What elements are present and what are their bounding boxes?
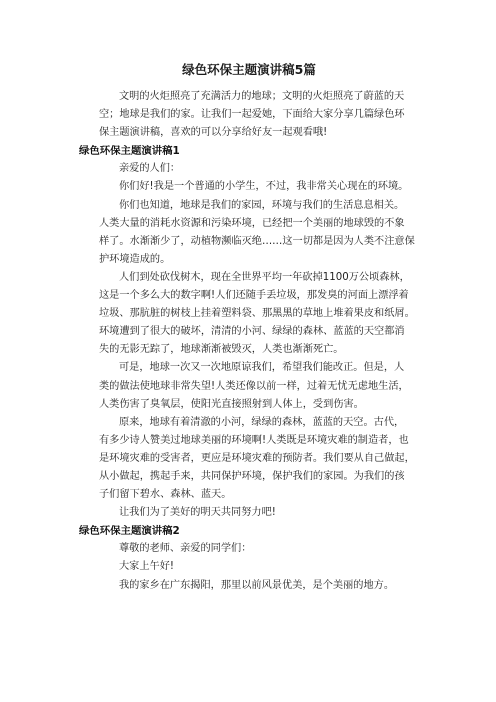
text-line: 尊敬的老师、亲爱的同学们： bbox=[119, 543, 252, 555]
text-line: 人类大量的消耗水资源和污染环境，已经把一个美丽的地球毁的不象 bbox=[99, 217, 405, 229]
body-paragraph bbox=[79, 197, 419, 269]
section-heading-1: 绿色环保主题演讲稿1 bbox=[79, 145, 180, 158]
text-line: 亲爱的人们： bbox=[119, 163, 181, 175]
salutation-paragraph bbox=[79, 160, 419, 178]
text-line: 保主题演讲稿，喜欢的可以分享给好友一起观看哦! bbox=[99, 127, 328, 139]
greeting-paragraph bbox=[79, 178, 419, 196]
text-line: 你们好!我是一个普通的小学生，不过，我非常关心现在的环境。 bbox=[119, 181, 409, 193]
text-line: 垃圾、那肮脏的树枝上挂着塑料袋、那黑黑的草地上堆着果皮和纸屑。 bbox=[99, 308, 415, 320]
document-title: 绿色环保主题演讲稿5篇 bbox=[182, 62, 316, 77]
salutation-paragraph bbox=[79, 540, 419, 558]
text-line: 人们到处砍伐树木，现在全世界平均一年砍掉1100万公顷森林， bbox=[119, 271, 410, 283]
text-line: 护环境造成的。 bbox=[99, 253, 171, 265]
document-body bbox=[79, 61, 419, 595]
text-line: 可是，地球一次又一次地原谅我们，希望我们能改正。但是，人 bbox=[119, 362, 405, 374]
text-line: 样了。水渐渐少了，动植物濒临灭绝……这一切都是因为人类不注意保 bbox=[99, 235, 415, 247]
body-paragraph bbox=[79, 359, 419, 413]
text-line: 子们留下碧水、森林、蓝天。 bbox=[99, 489, 232, 501]
section-heading-2: 绿色环保主题演讲稿2 bbox=[79, 525, 180, 538]
text-line: 原来，地球有着清澈的小河，绿绿的森林，蓝蓝的天空。古代， bbox=[119, 416, 405, 428]
text-line: 是环境灾难的受害者，更应是环境灾难的预防者。我们要从自己做起， bbox=[99, 452, 415, 464]
text-line: 文明的火炬照亮了充满活力的地球；文明的火炬照亮了蔚蓝的天 bbox=[119, 91, 405, 102]
body-paragraph bbox=[79, 269, 419, 359]
text-line: 我的家乡在广东揭阳，那里以前风景优美，是个美丽的地方。 bbox=[119, 579, 395, 591]
greeting-paragraph bbox=[79, 558, 419, 576]
text-line: 类的做法使地球非常失望!人类还像以前一样，过着无忧无虑地生活， bbox=[99, 380, 409, 392]
text-line: 让我们为了美好的明天共同努力吧! bbox=[119, 507, 276, 519]
text-line: 大家上午好! bbox=[119, 561, 175, 573]
text-line: 从小做起，携起手来，共同保护环境，保护我们的家园。为我们的孩 bbox=[99, 470, 405, 482]
text-line: 空；地球是我们的家。让我们一起爱她，下面给大家分享几篇绿色环 bbox=[99, 109, 405, 121]
text-line: 有多少诗人赞美过地球美丽的环境啊!人类既是环境灾难的制造者，也 bbox=[99, 434, 409, 446]
text-line: 这是一个多么大的数字啊!人们还随手丢垃圾，那发臭的河面上漂浮着 bbox=[99, 290, 409, 302]
closing-paragraph bbox=[79, 504, 419, 522]
text-line: 失的无影无踪了，地球渐渐被毁灭，人类也渐渐死亡。 bbox=[99, 344, 344, 356]
body-paragraph bbox=[79, 577, 419, 595]
text-line: 人类伤害了臭氧层，使阳光直接照射到人体上，受到伤害。 bbox=[99, 398, 364, 410]
body-paragraph bbox=[79, 414, 419, 504]
text-line: 你们也知道，地球是我们的家园，环境与我们的生活息息相关。 bbox=[119, 199, 405, 211]
text-line: 环境遭到了很大的破坏，清清的小河、绿绿的森林、蓝蓝的天空都消 bbox=[99, 326, 405, 338]
intro-paragraph bbox=[79, 88, 419, 142]
